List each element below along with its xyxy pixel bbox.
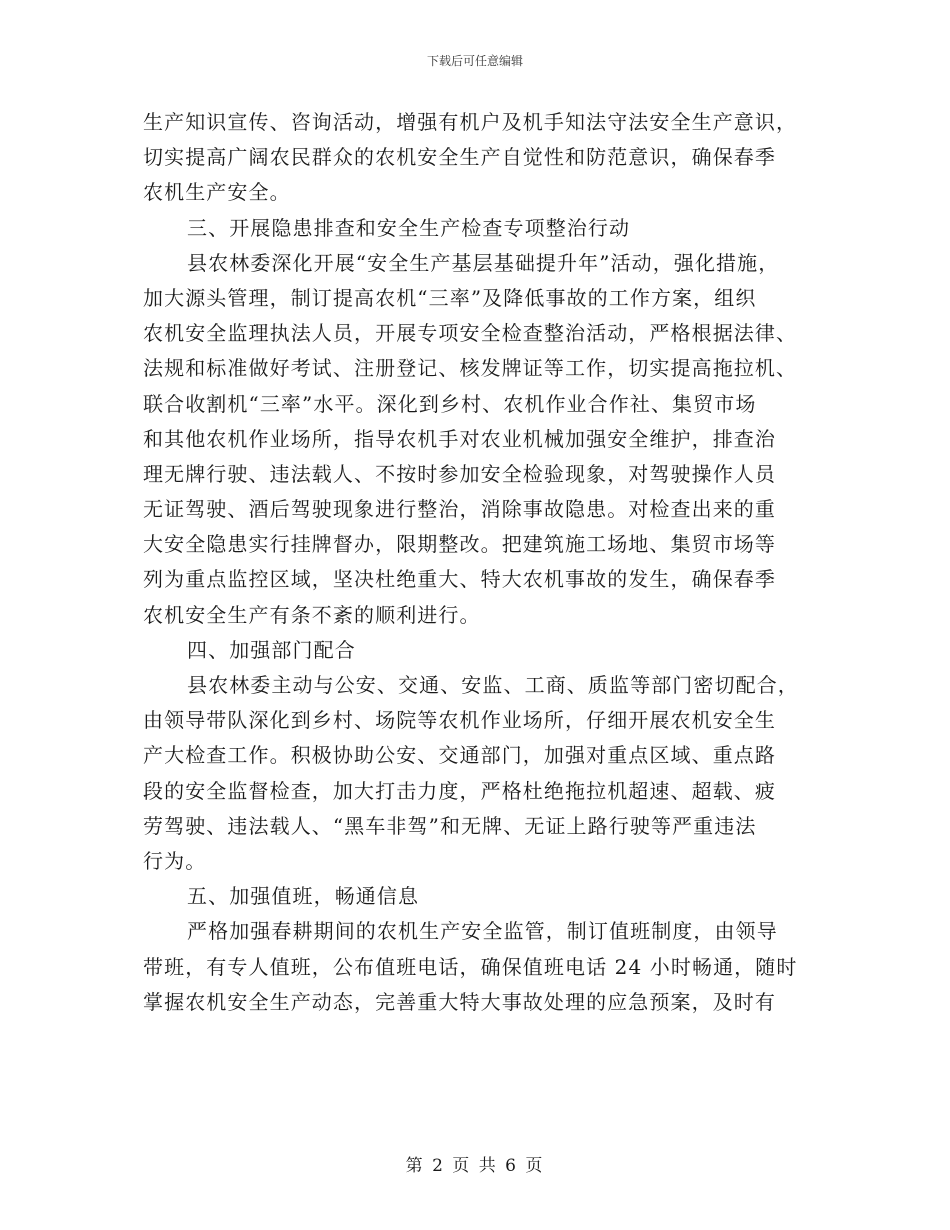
text-line-9: 联合收割机“三率”水平。深化到乡村、农机作业合作社、集贸市场: [143, 391, 757, 416]
text-line-7: 农机安全监理执法人员，开展专项安全检查整治活动，严格根据法律、: [143, 321, 798, 346]
text-line-5: 县农林委深化开展“安全生产基层基础提升年”活动，强化措施，: [187, 250, 780, 275]
text-line-18: 由领导带队深化到乡村、场院等农机作业场所，仔细开展农机安全生: [143, 708, 776, 733]
section-heading-3: 三、开展隐患排查和安全生产检查专项整治行动: [187, 215, 631, 240]
page-number: 第 2 页 共 6 页: [405, 1156, 545, 1176]
text-line-11: 理无牌行驶、违法载人、不按时参加安全检验现象，对驾驶操作人员: [143, 461, 776, 486]
text-line-20: 段的安全监督检查，加大打击力度，严格杜绝拖拉机超速、超载、疲: [143, 778, 776, 803]
text-line-13: 大安全隐患实行挂牌督办，限期整改。把建筑施工场地、集贸市场等: [143, 532, 776, 557]
text-line-22: 行为。: [143, 848, 207, 873]
section-heading-5: 五、加强值班，畅通信息: [187, 884, 420, 909]
text-line-19: 产大检查工作。积极协助公安、交通部门，加强对重点区域、重点路: [143, 743, 776, 768]
section-heading-4: 四、加强部门配合: [187, 637, 356, 662]
text-line-15: 农机安全生产有条不紊的顺利进行。: [143, 602, 481, 627]
text-line-26: 掌握农机安全生产动态，完善重大特大事故处理的应急预案，及时有: [143, 989, 776, 1014]
text-line-1: 生产知识宣传、咨询活动，增强有机户及机手知法守法安全生产意识，: [143, 110, 798, 134]
text-line-14: 列为重点监控区域，坚决杜绝重大、特大农机事故的发生，确保春季: [143, 567, 776, 592]
text-line-12: 无证驾驶、酒后驾驶现象进行整治，消除事故隐患。对检查出来的重: [143, 497, 776, 522]
page-header-note: 下载后可任意编辑: [426, 54, 523, 68]
text-line-3: 农机生产安全。: [143, 180, 291, 205]
text-line-6: 加大源头管理，制订提高农机“三率”及降低事故的工作方案，组织: [143, 285, 757, 310]
text-line-24: 严格加强春耕期间的农机生产安全监管，制订值班制度，由领导: [187, 919, 778, 944]
document-body: [143, 105, 808, 1020]
text-line-2: 切实提高广阔农民群众的农机安全生产自觉性和防范意识，确保春季: [143, 145, 776, 170]
text-line-25: 带班，有专人值班，公布值班电话，确保值班电话 24 小时畅通，随时: [143, 954, 798, 979]
text-line-10: 和其他农机作业场所，指导农机手对农业机械加强安全维护，排查治: [143, 426, 776, 451]
text-line-17: 县农林委主动与公安、交通、安监、工商、质监等部门密切配合，: [187, 673, 799, 697]
text-line-8: 法规和标准做好考试、注册登记、核发牌证等工作，切实提高拖拉机、: [143, 356, 798, 381]
text-line-21: 劳驾驶、违法载人、“黑车非驾”和无牌、无证上路行驶等严重违法: [143, 813, 757, 838]
